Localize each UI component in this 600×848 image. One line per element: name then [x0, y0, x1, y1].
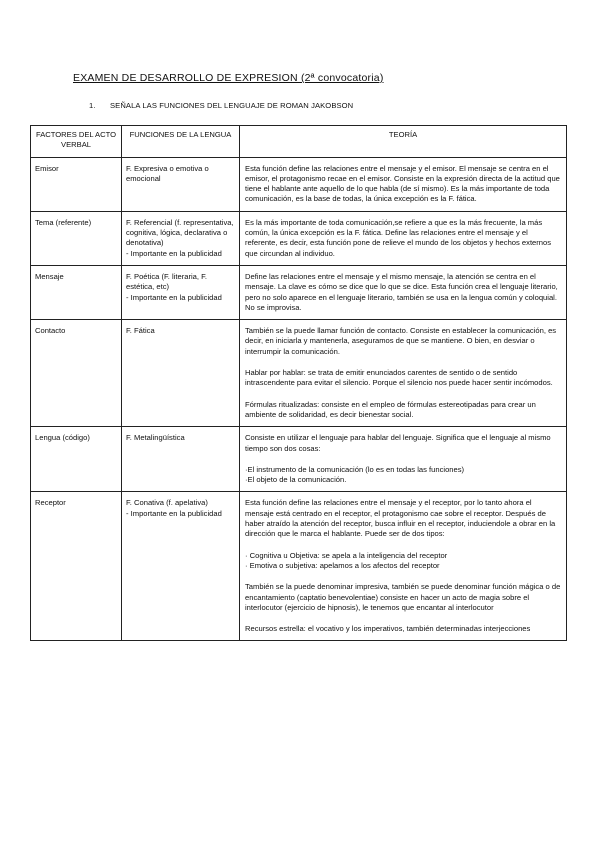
header-factors: FACTORES DEL ACTO VERBAL	[31, 126, 122, 158]
factor-cell: Receptor	[31, 492, 122, 641]
theory-paragraph: Hablar por hablar: se trata de emitir enunciados carentes de sentido o de sentido intrascendente para evitar el silencio. Porque el silencio nos puede hacer sentir incómodos.	[245, 368, 553, 388]
theory-paragraph: Define las relaciones entre el mensaje y el mismo mensaje, la atención se centra en el mensaje. La clave es cómo se dice que lo que se dice. Esta función crea el lenguaje literario, pero no solo aparece en el lenguaje literario, también se usa en la lengua común y coloquial. No se improvisa.	[245, 271, 558, 312]
function-line: F. Metalingüística	[126, 433, 185, 443]
function-line: F. Referencial (f. representativa, cognitiva, lógica, declarativa o denotativa)	[126, 217, 234, 248]
theory-cell	[240, 157, 567, 211]
table-row	[31, 211, 567, 265]
theory-paragraph: También se la puede llamar función de contacto. Consiste en establecer la comunicación, es decir, en iniciarla y mantenerla, aseguramos de que se mantiene. O bien, en desviar o interrumpir la comunicación.	[245, 326, 557, 356]
factor-cell: Emisor	[31, 157, 122, 211]
function-cell	[122, 157, 240, 211]
function-line: F. Fática	[126, 326, 155, 336]
function-cell	[122, 427, 240, 492]
table-row	[31, 265, 567, 319]
header-functions: FUNCIONES DE LA LENGUA	[122, 126, 240, 158]
theory-cell	[240, 427, 567, 492]
theory-cell	[240, 320, 567, 427]
function-line: - Importante en la publicidad	[126, 508, 222, 518]
table-header-row	[31, 126, 567, 158]
factor-cell: Tema (referente)	[31, 211, 122, 265]
table-row	[31, 492, 567, 641]
theory-paragraph: · Cognitiva u Objetiva: se apela a la inteligencia del receptor · Emotiva o subjetiva: apelamos a los afectos del receptor	[245, 550, 448, 570]
theory-paragraph: Esta función define las relaciones entre el mensaje y el emisor. El mensaje se centra en el emisor, el protagonismo recae en el emisor. Consiste en la expresión directa de la actitud que tiene el hablante ante aquello de lo que habla (de sí mismo). Es la más importante de toda comunicación, es la base de todas, la única excepción es la F. fática.	[245, 163, 560, 204]
function-line: F. Conativa (f. apelativa)	[126, 498, 208, 508]
function-cell	[122, 265, 240, 319]
factor-cell: Contacto	[31, 320, 122, 427]
theory-cell	[240, 492, 567, 641]
function-cell	[122, 211, 240, 265]
function-line: F. Expresiva o emotiva o emocional	[126, 163, 209, 183]
theory-cell	[240, 265, 567, 319]
question-text: SEÑALA LAS FUNCIONES DEL LENGUAJE DE ROMAN JAKOBSON	[110, 101, 354, 110]
theory-paragraph: Recursos estrella: el vocativo y los imperativos, también determinadas interjecciones	[245, 624, 531, 634]
question-number: 1.	[89, 101, 96, 110]
theory-cell	[240, 211, 567, 265]
function-line: - Importante en la publicidad	[126, 248, 222, 258]
table-row	[31, 427, 567, 492]
factor-cell: Lengua (código)	[31, 427, 122, 492]
exam-title: EXAMEN DE DESARROLLO DE EXPRESION (2ª convocatoria)	[73, 72, 384, 84]
factor-cell: Mensaje	[31, 265, 122, 319]
theory-paragraph: Consiste en utilizar el lenguaje para hablar del lenguaje. Significa que el lenguaje al mismo tiempo son dos cosas:	[245, 433, 551, 453]
theory-paragraph: También se la puede denominar impresiva, también se puede denominar función mágica o de encantamiento (captatio benevolentiae) consiste en hacer un acto de magia sobre el interlocutor (ejercicio de hipnosis), le tenemos que encantar al interlocutor	[245, 582, 561, 612]
table-row	[31, 157, 567, 211]
function-line: - Importante en la publicidad	[126, 292, 222, 302]
theory-paragraph: ·El instrumento de la comunicación (lo es en todas las funciones) ·El objeto de la comunicación.	[245, 464, 465, 485]
functions-table	[30, 125, 567, 641]
theory-paragraph: Es la más importante de toda comunicación,se refiere a que es la más frecuente, la más común, la única excepción es la F. fática. Define las relaciones entre el mensaje y el referente, es decir, esta función pone de relieve el mundo de los objetos y hechos externos que circundan al individuo.	[245, 217, 552, 258]
table-body	[31, 157, 567, 641]
table-row	[31, 320, 567, 427]
theory-paragraph: Esta función define las relaciones entre el mensaje y el receptor, por lo tanto ahora el mensaje está centrado en el receptor, el protagonismo cae sobre el receptor. Después de haber atraído la atención del receptor, busca influir en el receptor, induciendole a obrar en la dirección que le marca el hablante. Puede ser de dos tipos:	[245, 498, 556, 539]
question-heading	[89, 101, 353, 110]
function-cell	[122, 492, 240, 641]
function-cell	[122, 320, 240, 427]
theory-paragraph: Fórmulas ritualizadas: consiste en el empleo de fórmulas estereotipadas para crear un ambiente de solidaridad, es decir bienestar social.	[245, 399, 536, 419]
function-line: F. Poética (F. literaria, F. estética, etc)	[126, 271, 208, 292]
header-theory: TEORÍA	[240, 126, 567, 158]
